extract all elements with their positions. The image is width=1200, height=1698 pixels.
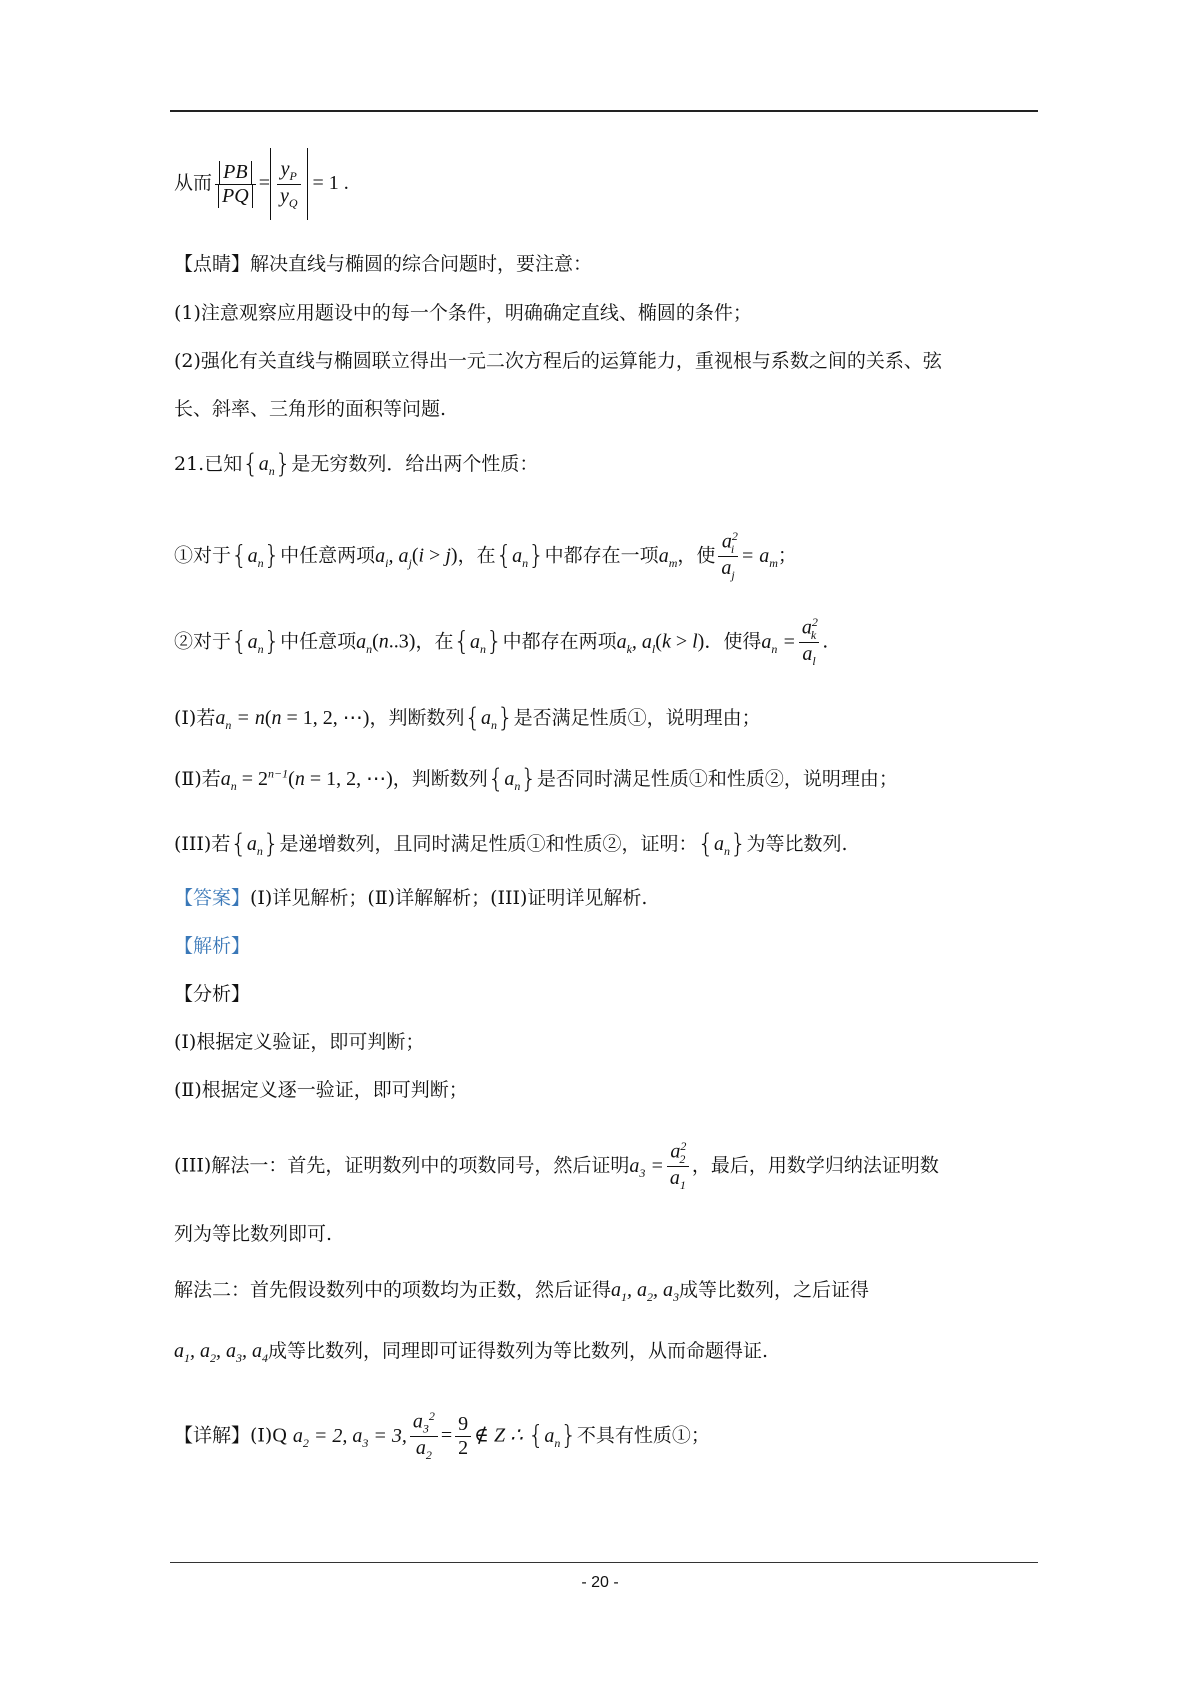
math: y bbox=[280, 157, 290, 180]
method-2-line: 解法二：首先假设数列中的项数均为正数，然后证得$a_1$, $a_2$, $a_3$成等比数列，之后证得 bbox=[174, 1279, 870, 1304]
question-number: 21.已知 bbox=[174, 453, 243, 475]
text: (Ⅰ)若 bbox=[174, 707, 216, 729]
detail-label: 【详解】 bbox=[174, 1424, 251, 1447]
text: 是否满足性质①，说明理由； bbox=[513, 707, 761, 729]
fraction: $\frac{a^2_i}{a_j}$ bbox=[718, 530, 737, 583]
fraction bbox=[215, 161, 256, 208]
text: 中任意项 bbox=[280, 630, 357, 653]
text: (Ⅱ)若 bbox=[174, 768, 221, 790]
property-1: ①对于$\{a_n\}$中任意两项$a_i$, $a_j(i > j)$，在$\{a_n\}$中都存在一项$a_m$，使 $\frac{a^2_i}{a_j}$ = $a_m$； bbox=[174, 529, 797, 583]
text: ，在 bbox=[415, 630, 454, 653]
math: y bbox=[279, 184, 289, 207]
fenxi-label: 【分析】 bbox=[174, 983, 251, 1005]
math-sub: Q bbox=[288, 195, 298, 210]
fraction: $\frac{a^2_2}{a_1}$ bbox=[667, 1140, 689, 1193]
text: ．使得 bbox=[704, 630, 762, 653]
part-2: (Ⅱ)若$a_n = 2^{n-1}(n = 1$, 2, ⋯)，判断数列$\{a_n\}$是否同时满足性质①和性质②，说明理由； bbox=[174, 764, 898, 794]
text: (Ⅰ)详见解析；(Ⅱ)详解解析；(III)证明详见解析. bbox=[250, 887, 648, 909]
text: 解法二：首先假设数列中的项数均为正数，然后证得 bbox=[174, 1279, 612, 1301]
math: = 1 . bbox=[307, 172, 349, 194]
text: ②对于 bbox=[174, 630, 232, 653]
fraction: $\frac{a_3^2}{a_2}$ bbox=[410, 1410, 438, 1463]
text: 成等比数列，同理即可证得数列为等比数列，从而命题得证. bbox=[268, 1340, 769, 1362]
paragraph: (Ⅱ)根据定义逐一验证，即可判断； bbox=[174, 1079, 468, 1101]
text: 不具有性质①； bbox=[576, 1424, 710, 1447]
math: Q bbox=[272, 1424, 287, 1447]
text: ，判断数列 bbox=[369, 707, 465, 729]
text: 中都存在两项 bbox=[502, 630, 617, 653]
answer-line bbox=[174, 889, 647, 908]
text: 是否同时满足性质①和性质②，说明理由； bbox=[536, 768, 898, 790]
text: ； bbox=[777, 544, 797, 567]
paragraph: (1)注意观察应用题设中的每一个条件，明确确定直线、椭圆的条件； bbox=[174, 302, 752, 324]
text: 中都存在一项 bbox=[544, 544, 659, 567]
text: (Ⅰ) bbox=[250, 1424, 273, 1447]
paragraph: (2)强化有关直线与椭圆联立得出一元二次方程后的运算能力，重视根与系数之间的关系、弦 bbox=[174, 350, 942, 372]
answer-label: 【答案】 bbox=[174, 887, 251, 909]
part-3: (III)若$\{a_n\}$是递增数列，且同时满足性质①和性质②，证明：$\{a_n\}$为等比数列. bbox=[174, 829, 848, 859]
dianjing-label: 【点睛】 bbox=[174, 253, 251, 275]
text: (III)若 bbox=[174, 833, 231, 855]
part-1: (Ⅰ)若$a_n = n(n = 1$, 2, ⋯)，判断数列$\{a_n\}$是否满足性质①，说明理由； bbox=[174, 703, 761, 733]
footer-rule bbox=[170, 1562, 1038, 1563]
text: 是无穷数列．给出两个性质： bbox=[291, 453, 539, 475]
line-congers: 从而 $\frac{PB}{PQ}$ = $\frac{y_P}{y_Q}$ = 1 . bbox=[174, 148, 349, 220]
math-sub: P bbox=[289, 168, 297, 183]
text: . bbox=[822, 630, 829, 653]
paragraph: 列为等比数列即可. bbox=[174, 1223, 333, 1245]
property-2: ②对于$\{a_n\}$中任意项$a_n(n..3)$，在$\{a_n\}$中都存在两项$a_k$, $a_l(k > l)$．使得$a_n$ = $\frac{a^2_k}{a_l}$ . bbox=[174, 615, 829, 669]
fraction: $\frac{9}{2}$ bbox=[455, 1413, 471, 1460]
method-1-line: (III)解法一：首先，证明数列中的项数同号，然后证明$a_3$ = $\frac{a^2_2}{a_1}$ ，最后，用数学归纳法证明数 bbox=[174, 1139, 939, 1193]
text: 成等比数列，之后证得 bbox=[679, 1279, 870, 1301]
text: ，最后，用数学归纳法证明数 bbox=[691, 1154, 939, 1177]
math: PQ bbox=[218, 185, 253, 208]
method-2-line-2: $a_1$, $a_2$, $a_3$, $a_4$成等比数列，同理即可证得数列为等比数列，从而命题得证. bbox=[174, 1340, 769, 1365]
paragraph: (Ⅰ)根据定义验证，即可判断； bbox=[174, 1031, 425, 1053]
math: PB bbox=[219, 161, 251, 184]
text: 从而 bbox=[174, 172, 213, 194]
text: ，使 bbox=[677, 544, 716, 567]
detail-line: 【详解】(Ⅰ)Q $a_2 = 2$, $a_3 = 3$, $\frac{a_3^2}{a_2}$ = $\frac{9}{2}$ ∉ Z ∴ $\{a_n\}$不具有性质①； bbox=[174, 1409, 710, 1463]
text: ①对于 bbox=[174, 544, 232, 567]
fraction: $\frac{a^2_k}{a_l}$ bbox=[799, 616, 819, 669]
header-rule bbox=[170, 110, 1038, 112]
text: (III)解法一：首先，证明数列中的项数同号，然后证明 bbox=[174, 1154, 630, 1177]
paragraph: 长、斜率、三角形的面积等问题. bbox=[174, 398, 447, 420]
question-21: 21.已知$\{a_n\}$是无穷数列．给出两个性质： bbox=[174, 449, 539, 479]
text: 中任意两项 bbox=[280, 544, 376, 567]
text: 是递增数列，且同时满足性质①和性质②，证明： bbox=[279, 833, 698, 855]
text: ，在 bbox=[457, 544, 496, 567]
page-number: - 20 - bbox=[581, 1574, 619, 1591]
jiexi-label: 【解析】 bbox=[174, 935, 251, 957]
text: 解决直线与椭圆的综合问题时，要注意： bbox=[250, 253, 593, 275]
dianjing-line bbox=[174, 255, 592, 274]
text: 为等比数列. bbox=[746, 833, 848, 855]
text: ，判断数列 bbox=[392, 768, 488, 790]
